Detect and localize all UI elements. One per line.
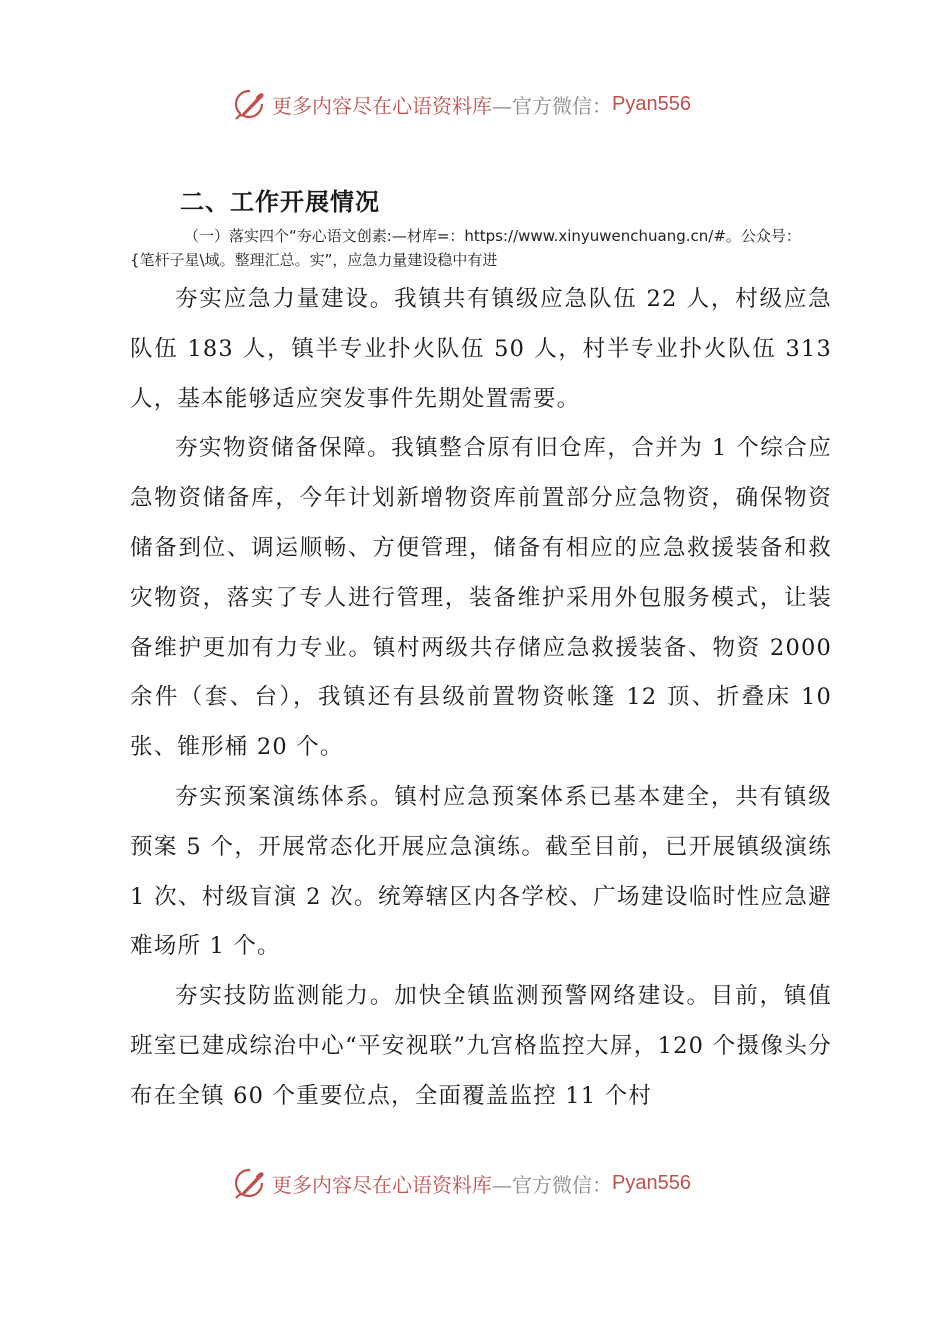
subheading-line-1: （一）落实四个“夯心语文创素:—材库=：https://www.xinyuwenchuang.cn/#。公众号：	[184, 227, 801, 245]
subheading-line-2: {笔杆子星\域。整理汇总。实”，应急力量建设稳中有进	[130, 251, 498, 269]
watermark-site-name: 更多内容尽在心语资料库	[272, 1172, 492, 1197]
quill-pen-logo-icon	[232, 86, 268, 122]
section-title: 二、工作开展情况	[180, 188, 380, 216]
document-body	[130, 275, 832, 1122]
quill-pen-logo-icon	[232, 1165, 268, 1201]
watermark-site-name: 更多内容尽在心语资料库	[272, 93, 492, 118]
footer-watermark	[232, 1163, 691, 1203]
watermark-label: —官方微信：	[492, 1172, 612, 1197]
header-watermark	[232, 84, 691, 124]
watermark-wechat-id: Pyan556	[612, 1171, 691, 1194]
paragraph-plans-drills: 夯实预案演练体系。镇村应急预案体系已基本建全，共有镇级预案 5 个，开展常态化开展应急演练。截至目前，已开展镇级演练 1 次、村级盲演 2 次。统筹辖区内各学校、广场建设临时性应急避难场所 1 个。	[130, 783, 832, 960]
paragraph-material-reserves: 夯实物资储备保障。我镇整合原有旧仓库，合并为 1 个综合应急物资储备库，今年计划新增物资库前置部分应急物资，确保物资储备到位、调运顺畅、方便管理，储备有相应的应急救援装备和救灾物资，落实了专人进行管理，装备维护采用外包服务模式，让装备维护更加有力专业。镇村两级共存储应急救援装备、物资 2000 余件（套、台），我镇还有县级前置物资帐篷 12 顶、折叠床 10 张、锥形桶 20 个。	[130, 435, 832, 761]
watermark-wechat-id: Pyan556	[612, 92, 691, 115]
paragraph-emergency-forces: 夯实应急力量建设。我镇共有镇级应急队伍 22 人，村级应急队伍 183 人，镇半专业扑火队伍 50 人，村半专业扑火队伍 313 人，基本能够适应突发事件先期处置需要。	[130, 286, 832, 412]
subheading	[130, 224, 830, 272]
paragraph-monitoring: 夯实技防监测能力。加快全镇监测预警网络建设。目前，镇值班室已建成综治中心“平安视联”九宫格监控大屏，120 个摄像头分布在全镇 60 个重要位点，全面覆盖监控 11 个村	[130, 983, 832, 1109]
watermark-label: —官方微信：	[492, 93, 612, 118]
